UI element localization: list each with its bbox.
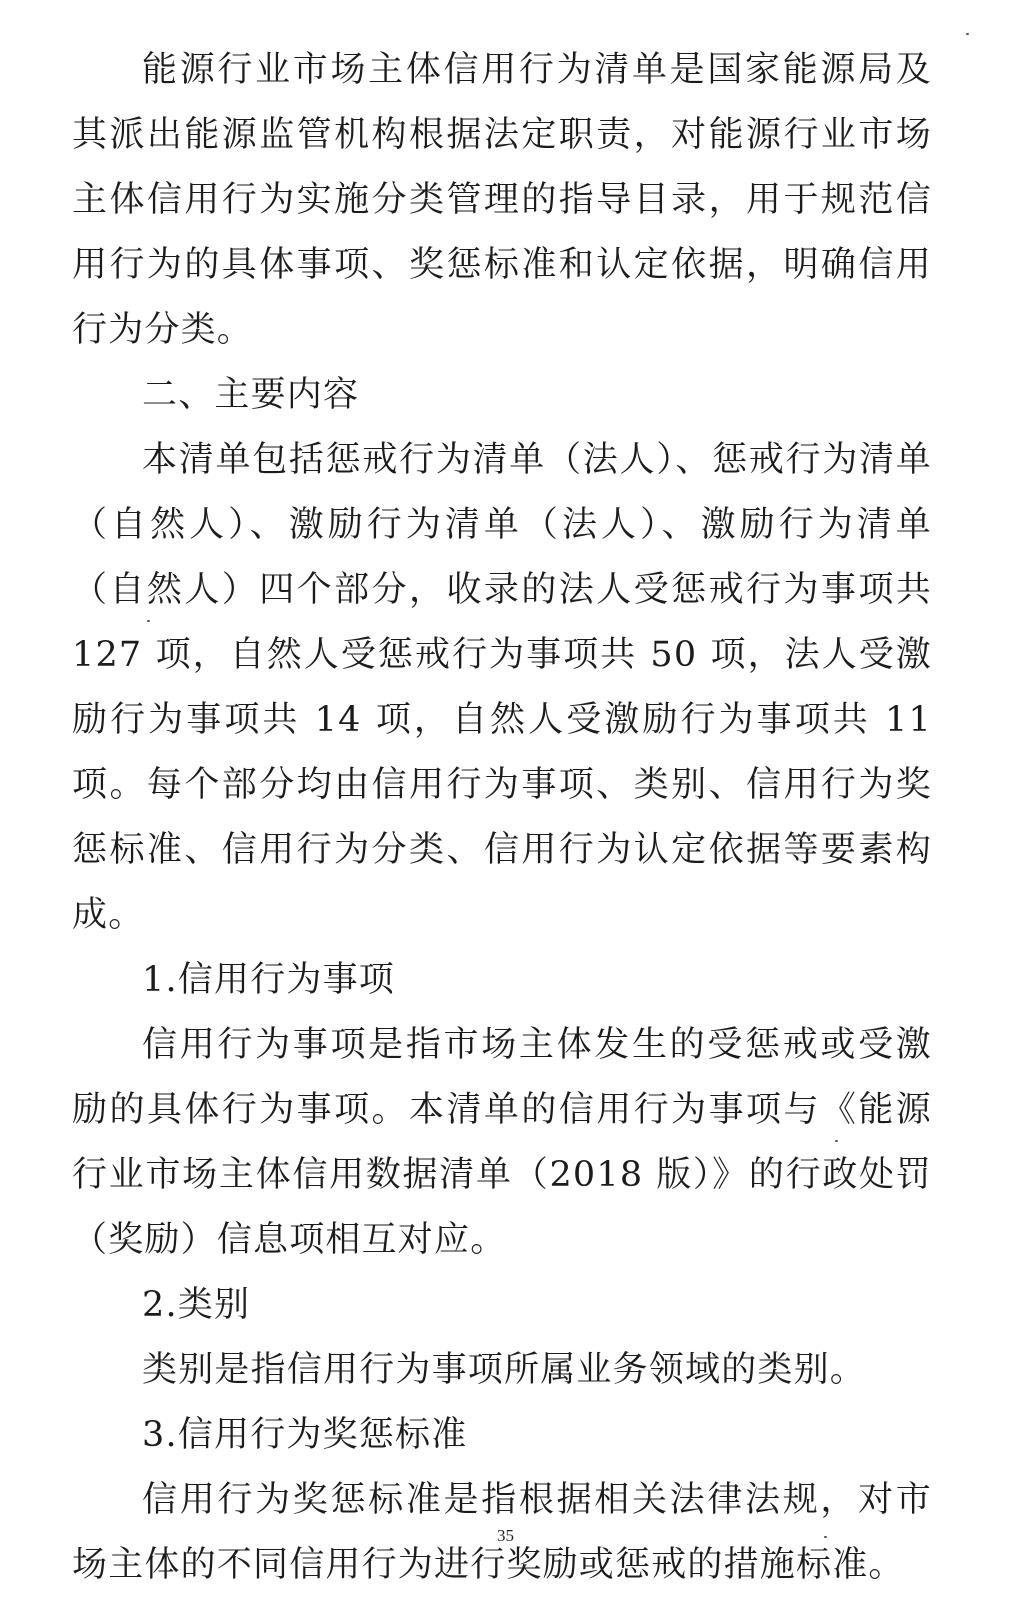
scan-speck [147,620,150,622]
paragraph-category: 类别是指信用行为事项所属业务领域的类别。 [142,1350,867,1390]
scan-speck [824,1536,827,1538]
paragraph-credit-behavior-item: 信用行为事项是指市场主体发生的受惩戒或受激励的具体行为事项。本清单的信用行为事项与《能源行业市场主体信用数据清单（2018 版）》的行政处罚（奖励）信息项相互对应。 [72,1025,932,1260]
scan-speck [966,33,969,35]
paragraph-reward-punishment-standard: 信用行为奖惩标准是指根据相关法律法规，对市场主体的不同信用行为进行奖励或惩戒的措施标准。 [72,1480,932,1585]
subheading-credit-behavior-item: 1.信用行为事项 [142,960,395,1000]
scan-speck [835,1140,838,1142]
body-text [72,38,932,1598]
page-number: 35 [497,1526,514,1545]
subheading-category: 2.类别 [142,1285,251,1325]
paragraph-intro: 能源行业市场主体信用行为清单是国家能源局及其派出能源监管机构根据法定职责，对能源行业市场主体信用行为实施分类管理的指导目录，用于规范信用行为的具体事项、奖惩标准和认定依据，明确信用行为分类。 [72,50,932,350]
paragraph-list-scope: 本清单包括惩戒行为清单（法人）、惩戒行为清单（自然人）、激励行为清单（法人）、激励行为清单（自然人）四个部分，收录的法人受惩戒行为事项共 127 项，自然人受惩戒行为事项共 50 项，法人受激励行为事项共 14 项，自然人受激励行为事项共 11 项。每个部分均由信用行为事项、类别、信用行为奖惩标准、信用行为分类、信用行为认定依据等要素构成。 [72,440,932,935]
section-heading-main-content: 二、主要内容 [142,375,360,415]
subheading-reward-punishment-standard: 3.信用行为奖惩标准 [142,1415,468,1455]
